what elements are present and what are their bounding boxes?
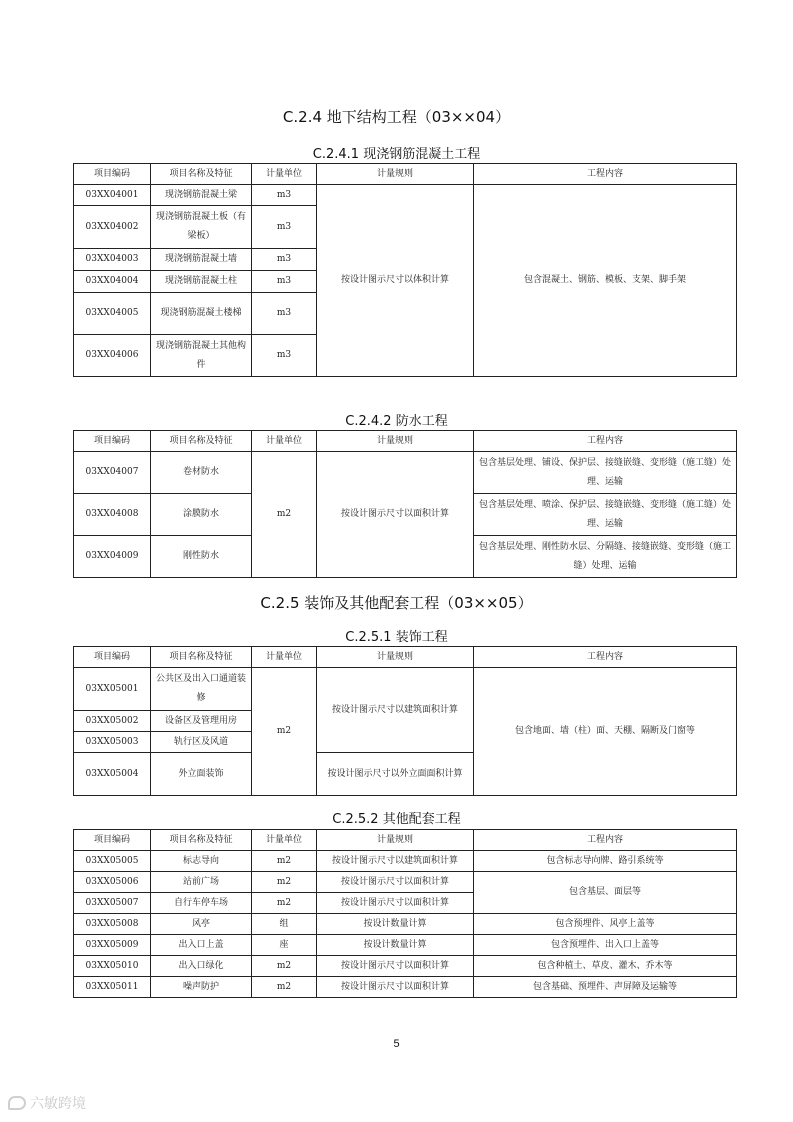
- measurement-rule: 按设计数量计算: [317, 935, 474, 956]
- item-name: 站前广场: [151, 872, 252, 893]
- section-title-c24: C.2.4 地下结构工程（03××04）: [282, 108, 511, 126]
- measurement-rule: 按设计图示尺寸以面积计算: [317, 956, 474, 977]
- work-content: 包含种植土、草皮、灌木、乔木等: [474, 956, 737, 977]
- table-header-row: [74, 647, 737, 668]
- header-content: 工程内容: [474, 431, 737, 452]
- table-row: [74, 956, 737, 977]
- item-code: 03XX05003: [74, 732, 151, 753]
- table-row: [74, 872, 737, 893]
- item-unit: m3: [252, 293, 317, 335]
- work-content: 包含基层、面层等: [474, 872, 737, 914]
- work-content: 包含预埋件、风亭上盖等: [474, 914, 737, 935]
- page-number: 5: [393, 1038, 400, 1050]
- item-code: 03XX04002: [74, 206, 151, 249]
- item-unit: m3: [252, 271, 317, 293]
- item-name: 现浇钢筋混凝土楼梯: [151, 293, 252, 335]
- measurement-rule: 按设计图示尺寸以面积计算: [317, 893, 474, 914]
- header-name: 项目名称及特征: [151, 647, 252, 668]
- item-code: 03XX04007: [74, 452, 151, 494]
- table-ancillary: [73, 829, 737, 998]
- item-code: 03XX04003: [74, 249, 151, 271]
- section-title-c241: C.2.4.1 现浇钢筋混凝土工程: [312, 147, 481, 162]
- header-rule: 计量规则: [317, 431, 474, 452]
- table-decoration: [73, 646, 737, 796]
- header-code: 项目编码: [74, 164, 151, 185]
- item-unit: m3: [252, 249, 317, 271]
- item-name: 涂膜防水: [151, 494, 252, 536]
- item-name: 卷材防水: [151, 452, 252, 494]
- work-content: 包含基层处理、刚性防水层、分隔缝、接缝嵌缝、变形缝（施工缝）处理、运输: [474, 536, 737, 578]
- watermark: [8, 1093, 86, 1113]
- header-unit: 计量单位: [252, 647, 317, 668]
- table-row: [74, 185, 737, 206]
- header-unit: 计量单位: [252, 830, 317, 851]
- item-code: 03XX05011: [74, 977, 151, 998]
- item-name: 噪声防护: [151, 977, 252, 998]
- header-code: 项目编码: [74, 647, 151, 668]
- item-unit: m2: [252, 872, 317, 893]
- measurement-rule: 按设计图示尺寸以体积计算: [317, 185, 474, 377]
- item-unit: m2: [252, 977, 317, 998]
- item-name: 风亭: [151, 914, 252, 935]
- table-row: [74, 914, 737, 935]
- item-code: 03XX05009: [74, 935, 151, 956]
- header-rule: 计量规则: [317, 647, 474, 668]
- item-name: 现浇钢筋混凝土其他构件: [151, 335, 252, 377]
- work-content: 包含混凝土、钢筋、模板、支架、脚手架: [474, 185, 737, 377]
- item-name: 现浇钢筋混凝土梁: [151, 185, 252, 206]
- work-content: 包含基础、预埋件、声屏障及运输等: [474, 977, 737, 998]
- item-code: 03XX05002: [74, 711, 151, 732]
- item-unit: m2: [252, 668, 317, 796]
- item-name: 外立面装饰: [151, 753, 252, 796]
- item-unit: m3: [252, 185, 317, 206]
- table-header-row: [74, 830, 737, 851]
- header-content: 工程内容: [474, 830, 737, 851]
- header-content: 工程内容: [474, 164, 737, 185]
- item-name: 自行车停车场: [151, 893, 252, 914]
- item-name: 设备区及管理用房: [151, 711, 252, 732]
- measurement-rule: 按设计图示尺寸以面积计算: [317, 872, 474, 893]
- item-code: 03XX04006: [74, 335, 151, 377]
- item-name: 刚性防水: [151, 536, 252, 578]
- header-unit: 计量单位: [252, 431, 317, 452]
- header-name: 项目名称及特征: [151, 164, 252, 185]
- header-name: 项目名称及特征: [151, 431, 252, 452]
- table-row: [74, 977, 737, 998]
- item-unit: m2: [252, 851, 317, 872]
- item-code: 03XX05004: [74, 753, 151, 796]
- item-code: 03XX04001: [74, 185, 151, 206]
- table-row: [74, 851, 737, 872]
- item-name: 标志导向: [151, 851, 252, 872]
- item-name: 出入口上盖: [151, 935, 252, 956]
- section-title-c242: C.2.4.2 防水工程: [345, 414, 448, 429]
- item-code: 03XX05006: [74, 872, 151, 893]
- work-content: 包含基层处理、铺设、保护层、接缝嵌缝、变形缝（施工缝）处理、运输: [474, 452, 737, 494]
- measurement-rule: 按设计图示尺寸以外立面面积计算: [317, 753, 474, 796]
- work-content: 包含标志导向牌、路引系统等: [474, 851, 737, 872]
- item-unit: m3: [252, 335, 317, 377]
- work-content: 包含基层处理、喷涂、保护层、接缝嵌缝、变形缝（施工缝）处理、运输: [474, 494, 737, 536]
- item-unit: m2: [252, 893, 317, 914]
- work-content: 包含地面、墙（柱）面、天棚、隔断及门窗等: [474, 668, 737, 796]
- item-code: 03XX05010: [74, 956, 151, 977]
- item-unit: m2: [252, 452, 317, 578]
- header-code: 项目编码: [74, 431, 151, 452]
- measurement-rule: 按设计数量计算: [317, 914, 474, 935]
- item-code: 03XX04008: [74, 494, 151, 536]
- measurement-rule: 按设计图示尺寸以面积计算: [317, 977, 474, 998]
- header-code: 项目编码: [74, 830, 151, 851]
- table-row: [74, 452, 737, 494]
- item-name: 公共区及出入口通道装修: [151, 668, 252, 711]
- table-concrete: [73, 163, 737, 377]
- item-name: 现浇钢筋混凝土板（有梁板）: [151, 206, 252, 249]
- header-unit: 计量单位: [252, 164, 317, 185]
- chat-bubble-icon: [8, 1096, 26, 1110]
- item-unit: m2: [252, 956, 317, 977]
- item-name: 现浇钢筋混凝土柱: [151, 271, 252, 293]
- section-title-c25: C.2.5 装饰及其他配套工程（03××05）: [260, 594, 533, 612]
- item-code: 03XX05005: [74, 851, 151, 872]
- item-code: 03XX05001: [74, 668, 151, 711]
- header-name: 项目名称及特征: [151, 830, 252, 851]
- item-name: 轨行区及风道: [151, 732, 252, 753]
- item-unit: 组: [252, 914, 317, 935]
- header-content: 工程内容: [474, 647, 737, 668]
- work-content: 包含预埋件、出入口上盖等: [474, 935, 737, 956]
- table-header-row: [74, 164, 737, 185]
- item-code: 03XX05007: [74, 893, 151, 914]
- header-rule: 计量规则: [317, 164, 474, 185]
- item-code: 03XX04005: [74, 293, 151, 335]
- item-name: 现浇钢筋混凝土墙: [151, 249, 252, 271]
- item-name: 出入口绿化: [151, 956, 252, 977]
- header-rule: 计量规则: [317, 830, 474, 851]
- item-code: 03XX04009: [74, 536, 151, 578]
- section-title-c251: C.2.5.1 装饰工程: [345, 630, 448, 645]
- section-title-c252: C.2.5.2 其他配套工程: [332, 812, 461, 827]
- item-unit: 座: [252, 935, 317, 956]
- measurement-rule: 按设计图示尺寸以建筑面积计算: [317, 851, 474, 872]
- item-code: 03XX04004: [74, 271, 151, 293]
- watermark-text: 六敏跨境: [30, 1096, 86, 1112]
- measurement-rule: 按设计图示尺寸以建筑面积计算: [317, 668, 474, 753]
- item-code: 03XX05008: [74, 914, 151, 935]
- table-row: [74, 668, 737, 711]
- table-waterproofing: [73, 430, 737, 578]
- table-row: [74, 935, 737, 956]
- item-unit: m3: [252, 206, 317, 249]
- measurement-rule: 按设计图示尺寸以面积计算: [317, 452, 474, 578]
- table-header-row: [74, 431, 737, 452]
